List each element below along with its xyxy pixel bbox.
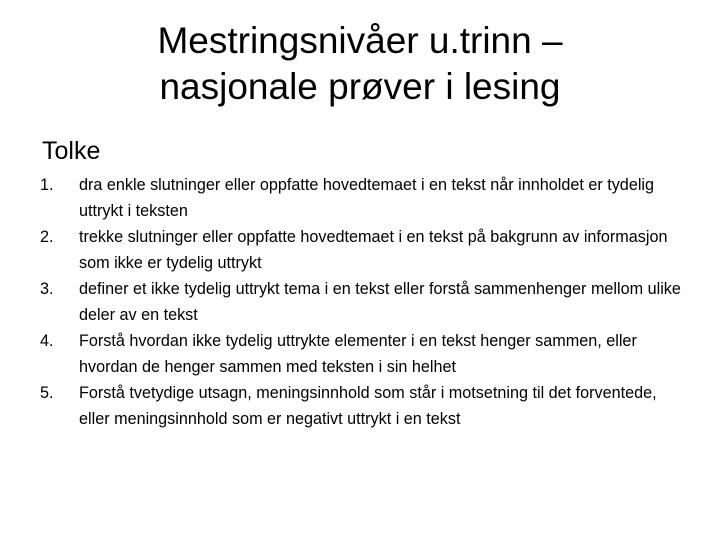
list-item	[40, 276, 690, 328]
list-item-number: 3.	[40, 280, 54, 298]
list-item-text: definer et ikke tydelig uttrykt tema i en tekst eller forstå sammenhenger mellom ulike deler av en tekst	[79, 280, 681, 324]
list-item	[40, 328, 690, 380]
list-item	[40, 380, 690, 432]
list-item-text: Forstå tvetydige utsagn, meningsinnhold som står i motsetning til det forventede, eller meningsinnhold som er negativt uttrykt i en tekst	[79, 384, 657, 428]
list-item-number: 2.	[40, 228, 54, 246]
list-item-number: 5.	[40, 384, 54, 402]
list-item-number: 1.	[40, 176, 54, 194]
list-item-text: trekke slutninger eller oppfatte hovedtemaet i en tekst på bakgrunn av informasjon som ikke er tydelig uttrykt	[79, 228, 668, 272]
slide-title-line-1: Mestringsnivåer u.trinn –	[157, 20, 563, 61]
mastery-level-list	[40, 172, 690, 432]
list-item	[40, 224, 690, 276]
list-item	[40, 172, 690, 224]
list-item-text: dra enkle slutninger eller oppfatte hovedtemaet i en tekst når innholdet er tydelig uttrykt i teksten	[79, 176, 655, 220]
section-heading: Tolke	[42, 137, 101, 165]
list-item-text: Forstå hvordan ikke tydelig uttrykte elementer i en tekst henger sammen, eller hvordan de henger sammen med teksten i sin helhet	[79, 332, 637, 376]
list-item-number: 4.	[40, 332, 54, 350]
slide-title	[60, 18, 660, 110]
slide-title-line-2: nasjonale prøver i lesing	[159, 66, 561, 107]
